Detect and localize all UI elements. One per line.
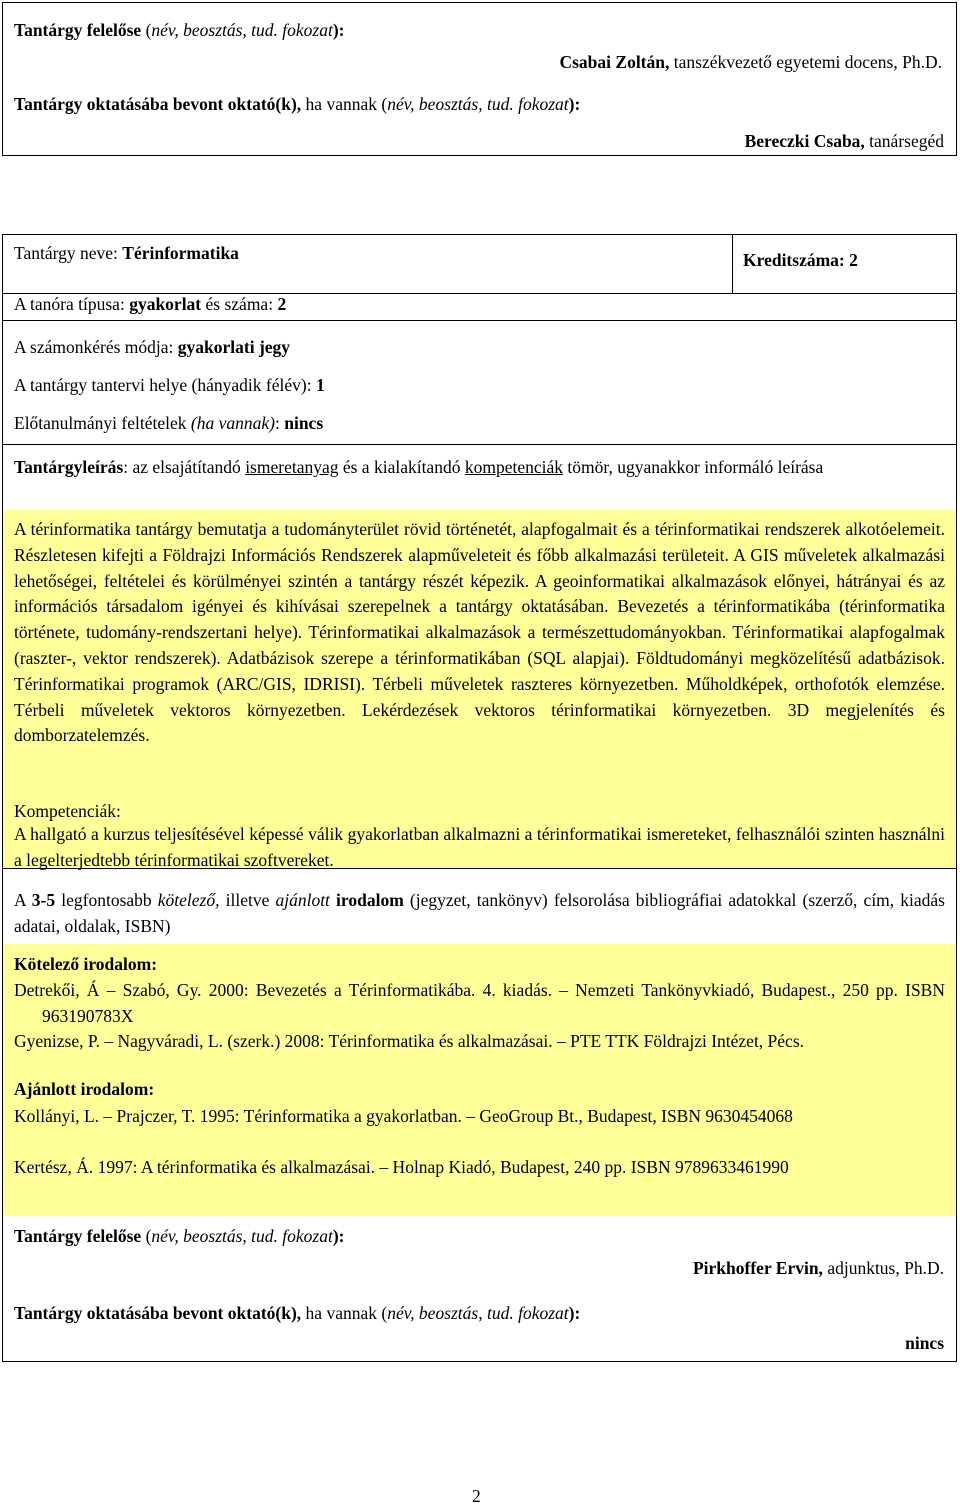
- prereq-value: nincs: [284, 413, 324, 433]
- description-heading: Tantárgyleírás: [14, 457, 124, 477]
- literature-intro: [14, 888, 945, 940]
- lesson-type: [14, 293, 286, 315]
- credits-value: 2: [849, 250, 858, 270]
- exam-value: gyakorlati jegy: [177, 337, 291, 357]
- intro-text: tömör, ugyanakkor informáló leírása: [563, 457, 824, 477]
- description-body-text: A térinformatika tantárgy bemutatja a tudományterület rövid történetét, alapfogalmait és a térinformatikai rendszerek alkotóelemeit. Részletesen kifejti a Földrajzi Információs Rendszerek alapműveleteit és főbb alkalmazási területeit. A GIS műveletek alkalmazási lehetőségei, feltételei és körülményei szintén a tantárgy részét képezik. A geoinformatikai alkalmazások előnyei, hátrányai és az információs társadalom igényei és kihívásai szerepelnek a tantárgy oktatásában. Bevezetés a térinformatikába (térinformatika története, tudomány-rendszertani helye). Térinformatikai alkalmazások a természettudományokban. Térinformatikai alapfogalmak (raszter-, vektor rendszerek). Adatbázisok szerepe a térinformatikában (SQL alapjai). Földtudományi megközelítésű adatbázisok. Térinformatikai programok (ARC/GIS, IDRISI). Térbeli műveletek raszteres környezetben. Műholdképek, orthofotók elemzése. Térbeli műveletek vektoros környezetben. Lekérdezések vektoros térinformatikai környezetben. 3D megjelenítés és domborzatelemzés.: [14, 519, 945, 746]
- page-number: 2: [472, 1486, 481, 1506]
- lit-text: A: [14, 890, 32, 910]
- credits: [743, 249, 858, 271]
- person-name: Bereczki Csaba,: [744, 131, 865, 151]
- lit-italic: kötelező,: [157, 890, 220, 910]
- intro-underlined: ismeretanyag: [245, 457, 339, 477]
- bottom-teachers-value: nincs: [905, 1333, 944, 1353]
- divider: [3, 320, 956, 321]
- responsible-label: [14, 19, 345, 41]
- exam-label: A számonkérés módja:: [14, 337, 178, 357]
- lesson-count-label: és száma:: [201, 294, 278, 314]
- lesson-count-value: 2: [277, 294, 287, 314]
- label-text: ha vannak (: [301, 94, 388, 114]
- credits-cell-border: [732, 235, 733, 293]
- semester-value: 1: [315, 375, 325, 395]
- label-bold: Tantárgy felelőse: [14, 1226, 142, 1246]
- label-text: ha vannak (: [301, 1303, 388, 1323]
- intro-text: és a kialakítandó: [338, 457, 465, 477]
- intro-text: : az elsajátítandó: [123, 457, 246, 477]
- semester: [14, 374, 325, 396]
- label-italic: név, beosztás, tud. fokozat: [151, 1226, 333, 1246]
- person-title: adjunktus, Ph.D.: [822, 1258, 944, 1278]
- responsible-person: [559, 51, 942, 73]
- lesson-type-value: gyakorlat: [129, 294, 202, 314]
- credits-label: Kreditszáma:: [743, 250, 850, 270]
- lit-text: legfontosabb: [55, 890, 158, 910]
- lit-text: illetve: [219, 890, 276, 910]
- required-ref-1: Detrekői, Á – Szabó, Gy. 2000: Bevezetés a Térinformatikába. 4. kiadás. – Nemzeti Tankönyvkiadó, Budapest., 250 pp. ISBN 963190783X: [14, 980, 945, 1026]
- description-intro: [14, 455, 945, 480]
- bottom-teachers-label: [14, 1302, 580, 1324]
- course-name-value: Térinformatika: [122, 243, 239, 263]
- label-text: (: [141, 20, 152, 40]
- course-name-label: Tantárgy neve:: [14, 243, 123, 263]
- label-italic: név, beosztás, tud. fokozat: [151, 20, 333, 40]
- teachers-person: [745, 130, 944, 152]
- top-staff-box: [2, 2, 957, 156]
- required-ref-2: Gyenizse, P. – Nagyváradi, L. (szerk.) 2008: Térinformatika és alkalmazásai. – PTE TTK Földrajzi Intézet, Pécs.: [14, 1031, 805, 1051]
- divider: [3, 444, 956, 445]
- bottom-responsible-label: [14, 1225, 345, 1247]
- prereq-italic: (ha vannak): [190, 413, 275, 433]
- label-text: ):: [332, 1226, 345, 1246]
- competence-label: [14, 800, 121, 822]
- course-name: [14, 242, 239, 264]
- label-text: ):: [568, 94, 581, 114]
- description-body: [14, 517, 945, 749]
- prereq-colon: :: [274, 413, 285, 433]
- exam-type: [14, 336, 290, 358]
- lit-bold: irodalom: [336, 890, 404, 910]
- label-bold: Tantárgy oktatásába bevont oktató(k),: [14, 94, 302, 114]
- prereq-label: Előtanulmányi feltételek: [14, 413, 191, 433]
- lesson-type-label: A tanóra típusa:: [14, 294, 130, 314]
- semester-label: A tantárgy tantervi helye (hányadik félév):: [14, 375, 316, 395]
- required-heading: Kötelező irodalom:: [14, 954, 158, 974]
- label-italic: név, beosztás, tud. fokozat: [387, 1303, 569, 1323]
- person-title: tanszékvezető egyetemi docens, Ph.D.: [669, 52, 942, 72]
- recommended-ref-2: Kertész, Á. 1997: A térinformatika és alkalmazásai. – Holnap Kiadó, Budapest, 240 pp. ISBN 9789633461990: [14, 1157, 789, 1177]
- divider: [3, 868, 956, 869]
- label-text: ):: [568, 1303, 581, 1323]
- competence-heading: Kompetenciák:: [14, 801, 121, 821]
- label-bold: Tantárgy felelőse: [14, 20, 142, 40]
- person-name: Pirkhoffer Ervin,: [692, 1258, 823, 1278]
- competence-text: [14, 822, 945, 874]
- bottom-responsible-person: [693, 1257, 944, 1279]
- competence-body: A hallgató a kurzus teljesítésével képessé válik gyakorlatban alkalmazni a térinformatikai ismereteket, felhasználói szinten használni a legelterjedtebb térinformatikai szoftvereket.: [14, 824, 945, 870]
- course-box: [2, 234, 957, 1362]
- intro-underlined: kompetenciák: [464, 457, 563, 477]
- person-title: tanársegéd: [864, 131, 944, 151]
- label-bold: Tantárgy oktatásába bevont oktató(k),: [14, 1303, 302, 1323]
- lit-bold: 3-5: [31, 890, 56, 910]
- prerequisites: [14, 412, 323, 434]
- label-text: (: [141, 1226, 152, 1246]
- lit-text: (jegyzet, tankönyv) felsorolása bibliográfiai adatokkal (szerző, cím, kiadás adatai, oldalak, ISBN): [14, 890, 945, 936]
- label-text: ):: [332, 20, 345, 40]
- teachers-label: [14, 93, 580, 115]
- recommended-ref-1: Kollányi, L. – Prajczer, T. 1995: Térinformatika a gyakorlatban. – GeoGroup Bt., Budapest, ISBN 9630454068: [14, 1106, 793, 1126]
- person-name: Csabai Zoltán,: [559, 52, 670, 72]
- recommended-heading: Ajánlott irodalom:: [14, 1079, 155, 1099]
- label-italic: név, beosztás, tud. fokozat: [387, 94, 569, 114]
- lit-italic: ajánlott: [275, 890, 330, 910]
